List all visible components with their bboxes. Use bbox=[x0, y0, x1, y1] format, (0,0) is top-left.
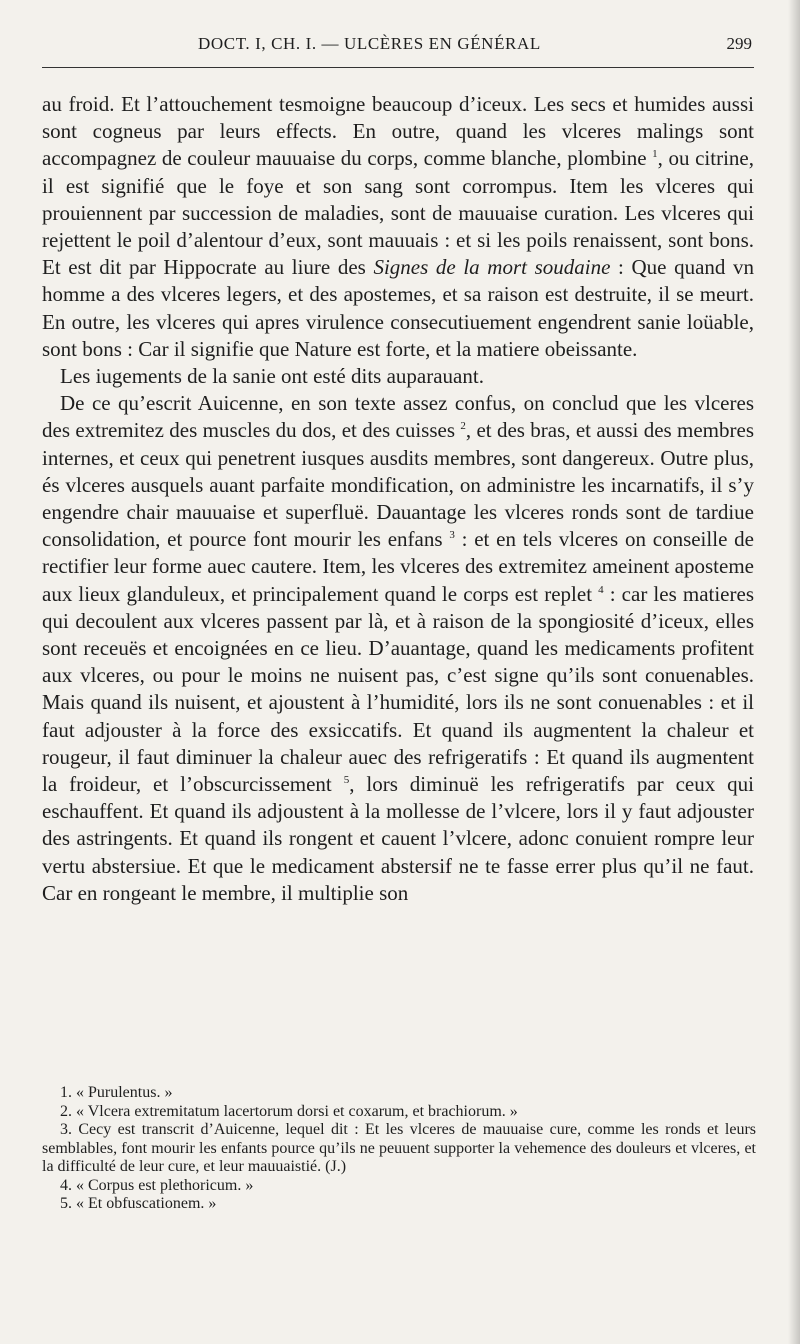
paragraph-3-part-1: De ce qu’escrit Auicenne, en son texte assez confus, on conclud que les vlceres des extremitez des muscles du dos, et des cuisses bbox=[42, 391, 754, 443]
footnote-3: 3. Cecy est transcrit d’Auicenne, lequel dit : Et les vlceres de mauuaise cure, comme les ronds et leurs semblables, font mourir les enfants pource qu’ils ne peuuent supporter la vehemence des douleurs et vlceres, et la difficulté de leur cure, et leur mauuaistié. (J.) bbox=[42, 1121, 756, 1175]
footnote-5: 5. « Et obfuscationem. » bbox=[60, 1195, 217, 1212]
main-text bbox=[42, 91, 754, 907]
header-rule bbox=[42, 67, 754, 68]
page-number: 299 bbox=[726, 34, 752, 53]
footnote-ref-4: 4 bbox=[598, 583, 604, 596]
paragraph-3 bbox=[42, 390, 754, 907]
paragraph-3-part-4: : car les matieres qui decoulent aux vlceres passent par là, et à raison de la spongiosité d’iceux, elles sont receuës et encoignées en ce lieu. D’auantage, quand les medicaments profitent aux vlceres, ou pour le moins ne nuisent pas, c’est signe qu’ils sont conuenables. Mais quand ils nuisent, et ajoustent à l’humidité, lors ils ne sont conuenables : et il faut adjouster à la force des exsiccatifs. Et quand ils augmentent la chaleur et rougeur, il faut diminuer la chaleur auec des refrigeratifs : Et quand ils augmentent la froideur, et l’obscurcissement bbox=[42, 581, 754, 797]
page-edge-shadow bbox=[788, 0, 800, 1344]
footnote-ref-1: 1 bbox=[652, 148, 658, 161]
footnote-ref-5: 5 bbox=[343, 774, 350, 787]
running-head: DOCT. I, CH. I. — ULCÈRES EN GÉNÉRAL bbox=[198, 34, 541, 53]
paragraph-3-part-5: , lors diminuë les refrigeratifs par ceux qui eschauffent. Et quand ils adjoustent à la mollesse de l’vlcere, lors il y faut adjouster des astringents. Et quand ils rongent et cauent l’vlcere, adonc conuient rompre leur vertu abstersiue. Et que le medicament abstersif ne te fasse errer plus qu’il ne faut. Car en rongeant le membre, il multiplie son bbox=[42, 772, 755, 905]
footnote-ref-3: 3 bbox=[449, 529, 455, 542]
paragraph-3-part-2: , et des bras, et aussi des membres internes, et ceux qui penetrent iusques ausdits membres, sont dangereux. Outre plus, és vlceres ausquels auant parfaite mondification, on administre les incarnatifs, il s’y engendre chair mauuaise et superfluë. Dauantage les vlceres ronds sont de tardiue consolidation, et pource font mourir les enfans bbox=[42, 418, 754, 552]
footnotes bbox=[42, 1084, 756, 1214]
paragraph-1-part-3: : Que quand vn homme a des vlceres legers, et des apostemes, et sa raison est destruite, il se meurt. En outre, les vlceres qui apres virulence consecutiuement engendrent sanie loüable, sont bons : Car il signifie que Nature est forte, et la matiere obeissante. bbox=[42, 255, 754, 361]
page-header bbox=[42, 34, 754, 58]
footnote-4: 4. « Corpus est plethoricum. » bbox=[60, 1176, 254, 1194]
paragraph-2: Les iugements de la sanie ont esté dits auparauant. bbox=[60, 364, 484, 389]
paragraph-1-part-1: au froid. Et l’attouchement tesmoigne beaucoup d’iceux. Les secs et humides aussi sont cogneus par leurs effects. En outre, quand les vlceres malings sont accompagnez de couleur mauuaise du corps, comme blanche, plombine bbox=[42, 92, 754, 171]
footnote-2: 2. « Vlcera extremitatum lacertorum dorsi et coxarum, et brachiorum. » bbox=[60, 1102, 518, 1120]
book-title: Signes de la mort soudaine bbox=[373, 255, 611, 280]
paragraph-3-part-3: : et en tels vlceres on conseille de rectifier leur forme auec cautere. Item, les vlceres des extremitez ameinent aposteme aux lieux glanduleux, et principalement quand le corps est replet bbox=[42, 527, 754, 606]
footnote-ref-2: 2 bbox=[460, 420, 466, 433]
footnote-1: 1. « Purulentus. » bbox=[60, 1084, 173, 1101]
paragraph-1 bbox=[42, 91, 754, 363]
paragraph-1-part-2: , ou citrine, il est signifié que le foye et son sang sont corrompus. Item les vlceres qui prouiennent par succession de maladies, sont de mauuaise curation. Les vlceres qui rejettent le poil d’alentour d’eux, sont mauuais : et si les poils renaissent, sont bons. Et est dit par Hippocrate au liure des bbox=[42, 146, 754, 280]
